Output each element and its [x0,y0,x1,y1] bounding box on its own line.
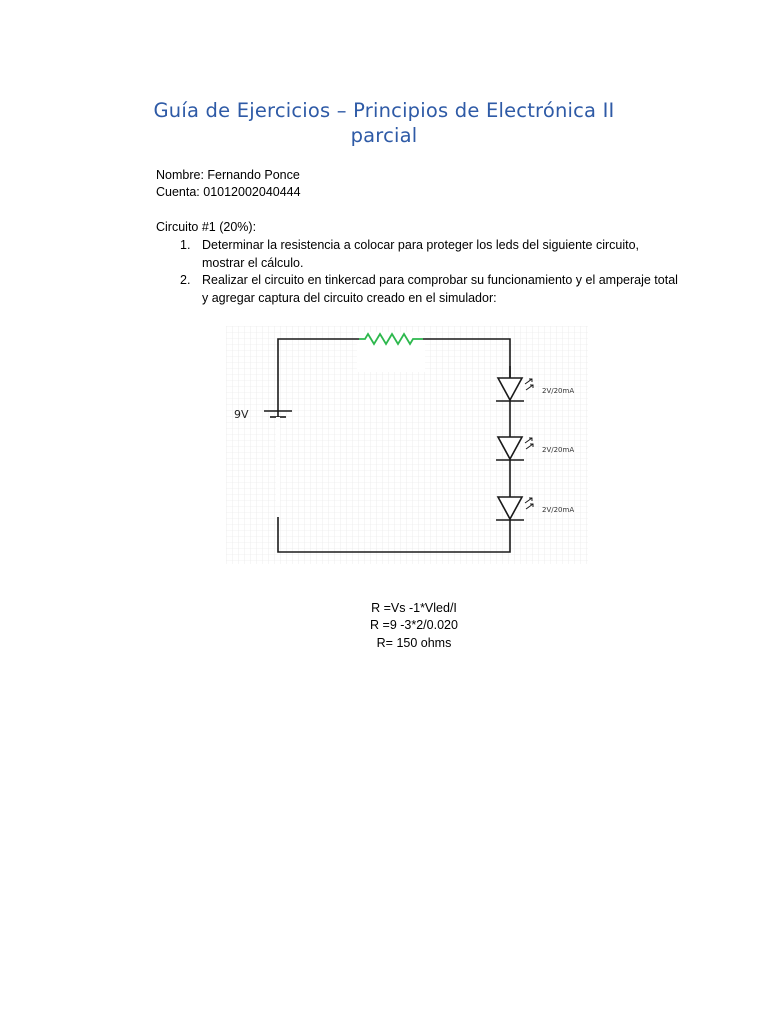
led-1-label: 2V/20mA [542,387,575,395]
account-number: Cuenta: 01012002040444 [156,185,301,199]
list-item-text: Realizar el circuito en tinkercad para comprobar su funcionamiento y el amperaje total y agregar captura del circuito creado en el simulador: [202,273,678,305]
circuit-heading: Circuito #1 (20%): [156,220,257,234]
battery-label: 9V [234,408,249,421]
list-item-number: 1. [180,238,191,252]
circuit-diagram [226,326,588,564]
list-item [180,237,680,272]
formula-line-1: R =Vs -1*Vled/I [371,601,457,615]
list-item [180,272,680,307]
formula-result: R= 150 ohms [376,636,452,650]
document-title: Guía de Ejercicios – Principios de Electrónica II parcial [153,99,615,147]
resistor-label-area [357,332,425,372]
task-list [180,237,680,307]
led-2-label: 2V/20mA [542,446,575,454]
student-name: Nombre: Fernando Ponce [156,168,300,182]
list-item-text: Determinar la resistencia a colocar para proteger los leds del siguiente circuito, mostrar el cálculo. [202,238,640,270]
list-item-number: 2. [180,273,191,288]
formula-line-2: R =9 -3*2/0.020 [370,618,458,632]
led-3-label: 2V/20mA [542,506,575,514]
